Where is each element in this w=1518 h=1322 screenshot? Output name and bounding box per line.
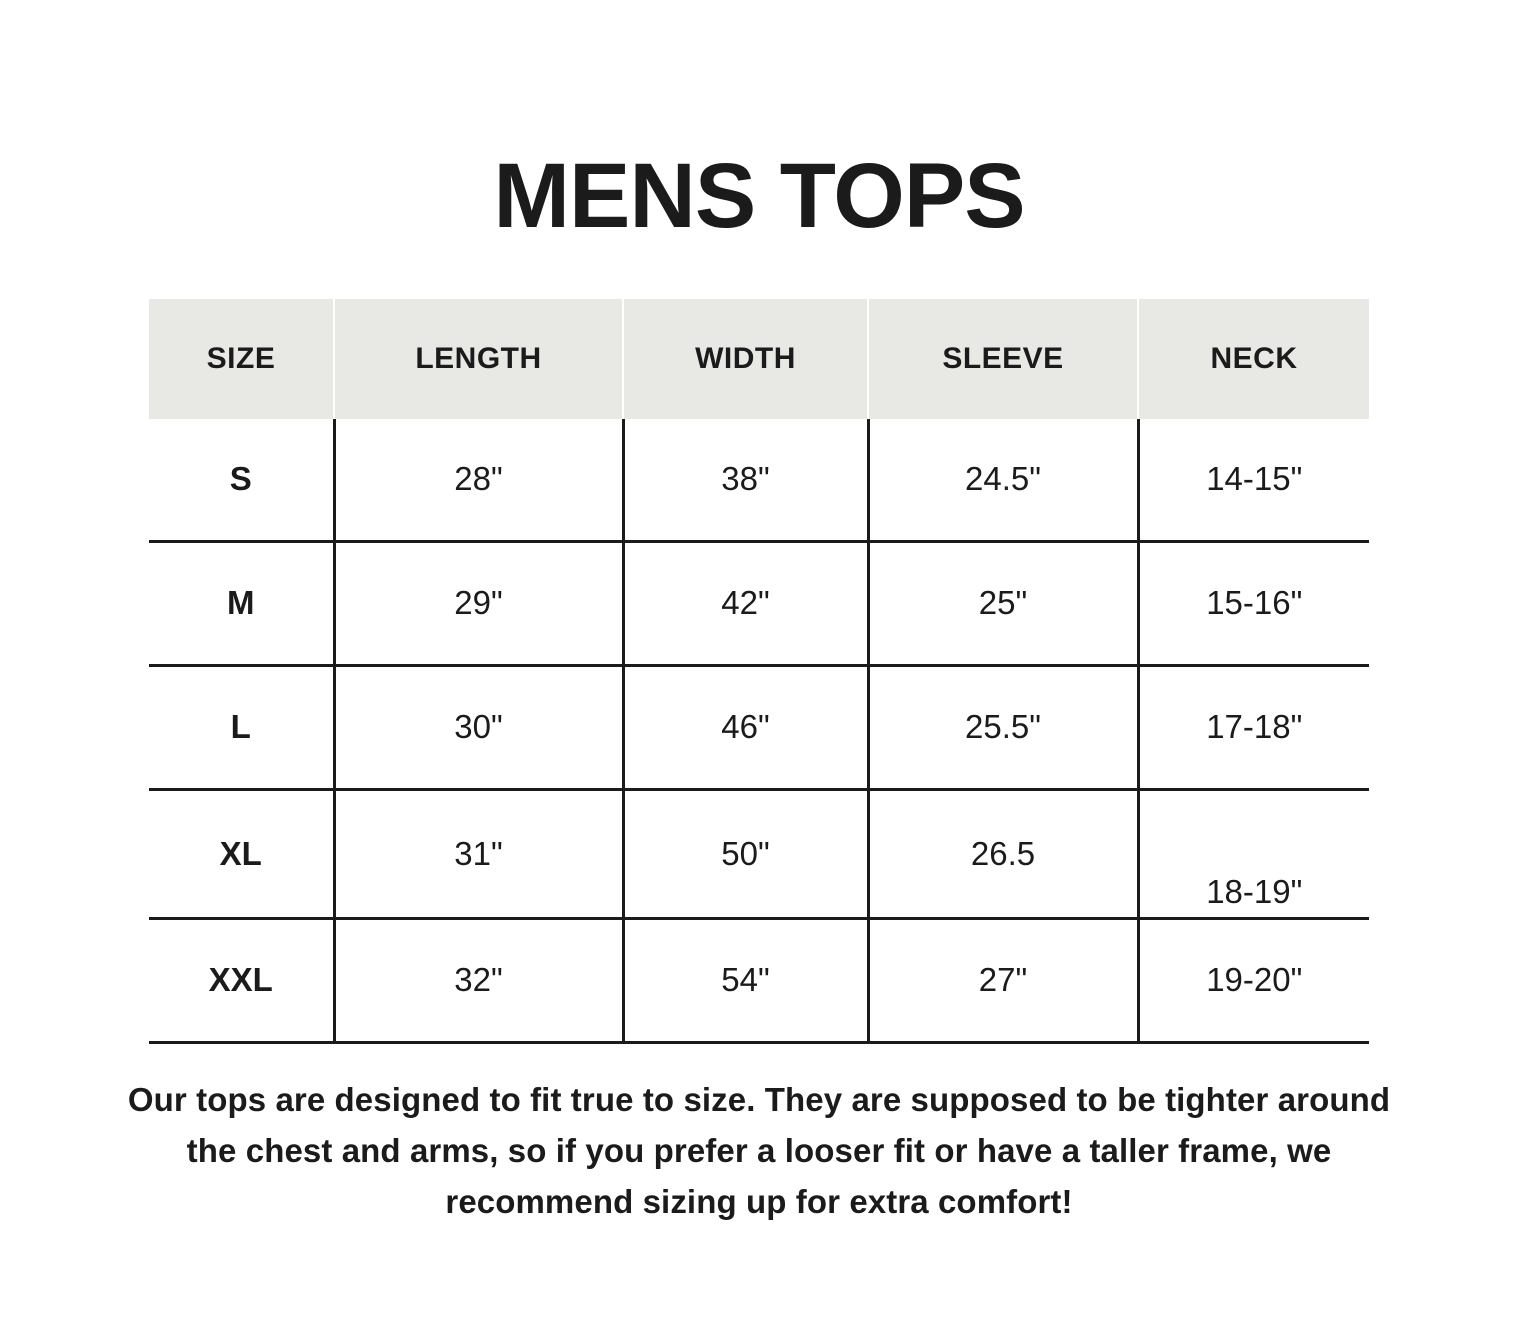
size-table-container [149, 299, 1369, 1044]
cell-neck: 19-20" [1138, 918, 1369, 1042]
cell-size: M [149, 541, 334, 665]
cell-width: 50" [623, 789, 868, 918]
cell-width: 42" [623, 541, 868, 665]
table-row [149, 419, 1369, 542]
cell-length: 30" [334, 665, 623, 789]
cell-sleeve: 24.5" [868, 419, 1138, 542]
cell-width: 38" [623, 419, 868, 542]
table-row [149, 918, 1369, 1042]
column-header-sleeve: SLEEVE [868, 299, 1138, 419]
cell-neck: 18-19" [1138, 789, 1369, 918]
cell-length: 32" [334, 918, 623, 1042]
cell-neck: 17-18" [1138, 665, 1369, 789]
cell-width: 46" [623, 665, 868, 789]
cell-sleeve: 25" [868, 541, 1138, 665]
cell-neck: 14-15" [1138, 419, 1369, 542]
table-row [149, 665, 1369, 789]
table-header [149, 299, 1369, 419]
table-body [149, 419, 1369, 1043]
cell-width: 54" [623, 918, 868, 1042]
cell-sleeve: 27" [868, 918, 1138, 1042]
column-header-neck: NECK [1138, 299, 1369, 419]
fit-note: Our tops are designed to fit true to size. They are supposed to be tighter around the chest and arms, so if you prefer a looser fit or have a taller frame, we recommend sizing up for extra comfort! [127, 1080, 1391, 1220]
table-header-row [149, 299, 1369, 419]
cell-size: S [149, 419, 334, 542]
cell-sleeve: 26.5 [868, 789, 1138, 918]
cell-size: L [149, 665, 334, 789]
cell-length: 28" [334, 419, 623, 542]
column-header-width: WIDTH [623, 299, 868, 419]
table-row [149, 541, 1369, 665]
cell-length: 31" [334, 789, 623, 918]
cell-size: XL [149, 789, 334, 918]
cell-size: XXL [149, 918, 334, 1042]
column-header-length: LENGTH [334, 299, 623, 419]
cell-length: 29" [334, 541, 623, 665]
table-row [149, 789, 1369, 918]
page-title: MENS TOPS [493, 145, 1025, 247]
size-chart-table [149, 299, 1369, 1044]
cell-sleeve: 25.5" [868, 665, 1138, 789]
cell-neck: 15-16" [1138, 541, 1369, 665]
column-header-size: SIZE [149, 299, 334, 419]
